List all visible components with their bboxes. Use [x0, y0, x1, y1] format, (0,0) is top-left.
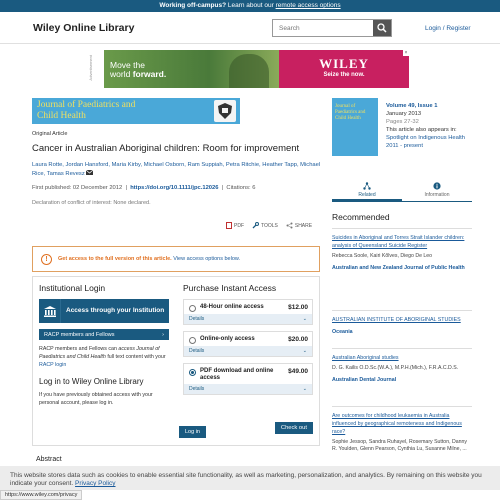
privacy-policy-link[interactable]: Privacy Policy [75, 480, 116, 487]
cover-line-3: Child Health [335, 116, 361, 121]
recommended-item [332, 310, 472, 336]
chevron-right-icon: › [162, 331, 164, 338]
racp-desc-3: full text content with your [105, 354, 166, 360]
purchase-title: Purchase Instant Access [183, 283, 277, 293]
access-notice-bold: Get access to the full version of this article. [58, 256, 172, 262]
ad-line-2a: world [110, 69, 133, 79]
option-price: $20.00 [288, 336, 308, 343]
ad-slogan: Seize the now. [323, 72, 365, 78]
search-box [272, 19, 392, 37]
cover-line-1: Journal of [335, 104, 356, 109]
cookie-banner [0, 466, 500, 490]
rec-journal[interactable]: Australian and New Zealand Journal of Public Health [332, 265, 465, 271]
journal-banner[interactable] [32, 98, 240, 124]
details-toggle[interactable] [184, 314, 312, 324]
ad-close-icon[interactable]: × [404, 50, 408, 56]
article-type: Original Article [32, 131, 68, 137]
purchase-option-48hour[interactable] [183, 299, 313, 325]
ad-image [104, 50, 279, 88]
abstract-heading: Abstract [36, 456, 62, 463]
browser-status-bar: https://www.wiley.com/privacy [0, 490, 82, 500]
ad-brand-panel [279, 50, 409, 88]
info-circle-icon [433, 182, 441, 190]
purchase-option-online[interactable] [183, 331, 313, 357]
also-appears-label: This article also appears in: [386, 127, 457, 133]
login-button[interactable]: Log in [179, 426, 206, 438]
doi-link[interactable]: https://doi.org/10.1111/jpc.12026 [130, 185, 219, 191]
option-price: $12.00 [288, 304, 308, 311]
pdf-icon [226, 222, 232, 229]
journal-cover[interactable] [332, 98, 378, 156]
racp-desc-2: access Journal of Paediatrics and Child Health [39, 346, 160, 360]
share-label: SHARE [294, 222, 313, 229]
purchase-instant-access [183, 283, 313, 431]
radio-pdf[interactable] [189, 369, 196, 376]
off-campus-banner [0, 0, 500, 12]
tools-label: TOOLS [261, 222, 278, 229]
option-price: $49.00 [288, 368, 308, 375]
cookie-text: This website stores data such as cookies to enable essential site functionality, as well as marketing, personalization, and analytics. By remaining on this website you indicate your consent. [10, 472, 482, 487]
network-icon [363, 182, 371, 190]
email-icon[interactable] [86, 170, 93, 175]
tab-information-label: Information [424, 192, 450, 198]
article-header [32, 128, 322, 206]
chevron-down-icon: ⌄ [302, 316, 307, 322]
access-options-link[interactable]: View access options below. [171, 256, 241, 262]
spotlight-link[interactable]: Spotlight on Indigenous Health 2011 - present [386, 135, 465, 149]
first-published-label: First published: [32, 185, 73, 191]
off-campus-text: Learn about our [226, 2, 276, 9]
ad-brand: WILEY [319, 56, 369, 71]
search-button[interactable] [373, 20, 391, 36]
racp-login-link[interactable]: RACP login [39, 362, 67, 368]
ad-line-1: Move the [110, 60, 145, 70]
wrench-icon [252, 222, 259, 229]
purchase-option-pdf[interactable] [183, 363, 313, 395]
search-input[interactable] [273, 20, 373, 36]
off-campus-bold: Working off-campus? [159, 2, 227, 9]
ad-line-2b: forward. [132, 69, 167, 79]
racp-label: RACP members and Fellows [44, 331, 115, 338]
access-institution-label: Access through your Institution [66, 307, 165, 314]
details-label: Details [189, 316, 205, 322]
access-options-box [32, 276, 320, 446]
access-institution-button[interactable] [39, 299, 169, 323]
pdf-label: PDF [234, 222, 244, 229]
info-icon: ! [41, 254, 52, 265]
institutional-login-title: Institutional Login [39, 283, 106, 293]
login-register-link[interactable]: Login / Register [425, 25, 471, 32]
wol-login-title: Log in to Wiley Online Library [39, 377, 144, 386]
first-published-date: 02 December 2012 [72, 185, 123, 191]
details-label: Details [189, 348, 205, 354]
tab-related-label: Related [358, 192, 376, 198]
tools-button[interactable] [252, 222, 278, 229]
conflict-of-interest: Declaration of conflict of interest: None declared. [32, 200, 151, 206]
details-label: Details [189, 386, 205, 392]
cover-line-2: Paediatrics and [335, 110, 366, 115]
rec-journal[interactable]: Australian Dental Journal [332, 377, 397, 383]
recommended-item [332, 348, 472, 384]
advertisement[interactable] [104, 50, 409, 88]
chevron-down-icon: ⌄ [302, 386, 307, 392]
site-header [0, 12, 500, 44]
tab-information[interactable] [402, 180, 472, 201]
journal-name-line-2: Child Health [37, 111, 86, 121]
issue-date: January 2013 [386, 111, 422, 117]
remote-access-link[interactable]: remote access options [275, 2, 341, 9]
rec-journal[interactable]: Oceania [332, 329, 353, 335]
wol-login-description: If you have previously obtained access with your personal account, please log in. [39, 392, 153, 406]
issue-info [386, 102, 472, 150]
chevron-down-icon: ⌄ [302, 348, 307, 354]
institutional-login [39, 283, 169, 407]
option-name: 48-Hour online access [200, 304, 264, 310]
option-name: PDF download and online access [200, 368, 274, 381]
rec-title-link[interactable]: Australian Aboriginal studies [332, 355, 399, 361]
ad-person-graphic [229, 54, 269, 88]
publication-info: First published: 02 December 2012 | https://doi.org/10.1111/jpc.12026 | Citations: 6 [32, 185, 256, 191]
rec-title-link[interactable]: Suicides in Aboriginal and Torres Strait Islander children: analysis of Queensland Suicide Register [332, 235, 465, 249]
volume-issue-link[interactable]: Volume 49, Issue 1 [386, 103, 438, 109]
recommended-item [332, 228, 472, 272]
racp-desc-1: RACP members and Fellows can [39, 346, 119, 352]
tab-related[interactable] [332, 180, 402, 201]
radio-48hour[interactable] [189, 305, 196, 312]
option-name: Online-only access [200, 336, 255, 342]
sidebar-tabs [332, 180, 472, 202]
citations-count[interactable]: Citations: 6 [226, 185, 256, 191]
article-title: Cancer in Australian Aboriginal children: Room for improvement [32, 143, 300, 154]
article-tools [226, 222, 312, 229]
racp-members-button[interactable] [39, 329, 169, 340]
author-list[interactable]: Laura Rotte, Jordan Hansford, Maria Kirby, Michael Osborn, Ram Suppiah, Petra Ritchie, Heather Tapp, Michael Rice, Tamas Revesz [32, 162, 321, 177]
racp-crest-icon [214, 100, 236, 122]
institution-icon [39, 299, 61, 323]
details-toggle[interactable] [184, 384, 312, 394]
racp-description [39, 345, 169, 369]
recommended-item [332, 406, 472, 453]
ad-label: Advertisement [88, 55, 93, 81]
rec-title-link[interactable]: AUSTRALIAN INSTITUTE OF ABORIGINAL STUDIES [332, 317, 461, 323]
site-logo[interactable]: Wiley Online Library [33, 22, 135, 34]
checkout-button[interactable]: Check out [275, 422, 313, 434]
share-icon [286, 222, 293, 229]
recommended-heading: Recommended [332, 212, 390, 222]
journal-name-line-1: Journal of Paediatrics and [37, 100, 136, 110]
issue-pages: Pages 27-32 [386, 119, 419, 125]
access-notice [32, 246, 320, 272]
share-button[interactable] [286, 222, 312, 229]
details-toggle[interactable] [184, 346, 312, 356]
pdf-button[interactable] [226, 222, 244, 229]
search-icon [377, 23, 387, 33]
radio-online[interactable] [189, 337, 196, 344]
rec-authors: Rebecca Soole, Kairi Kõlves, Diego De Leo [332, 253, 433, 259]
rec-authors: D. G. Kailis O.D.Sc.(W.A.), M.P.H.(Mich.), F.R.A.C.D.S. [332, 365, 459, 371]
rec-title-link[interactable]: Are outcomes for childhood leukaemia in Australia influenced by geographical remoteness and Indigenous race? [332, 413, 462, 435]
article-authors [32, 161, 322, 179]
rec-authors: Sophie Jessop, Sandra Ruhayel, Rosemary Sutton, Danny R. Youlden, Glenn Pearson, Cynthia Lu, Susanne Milne, ... [332, 439, 467, 452]
